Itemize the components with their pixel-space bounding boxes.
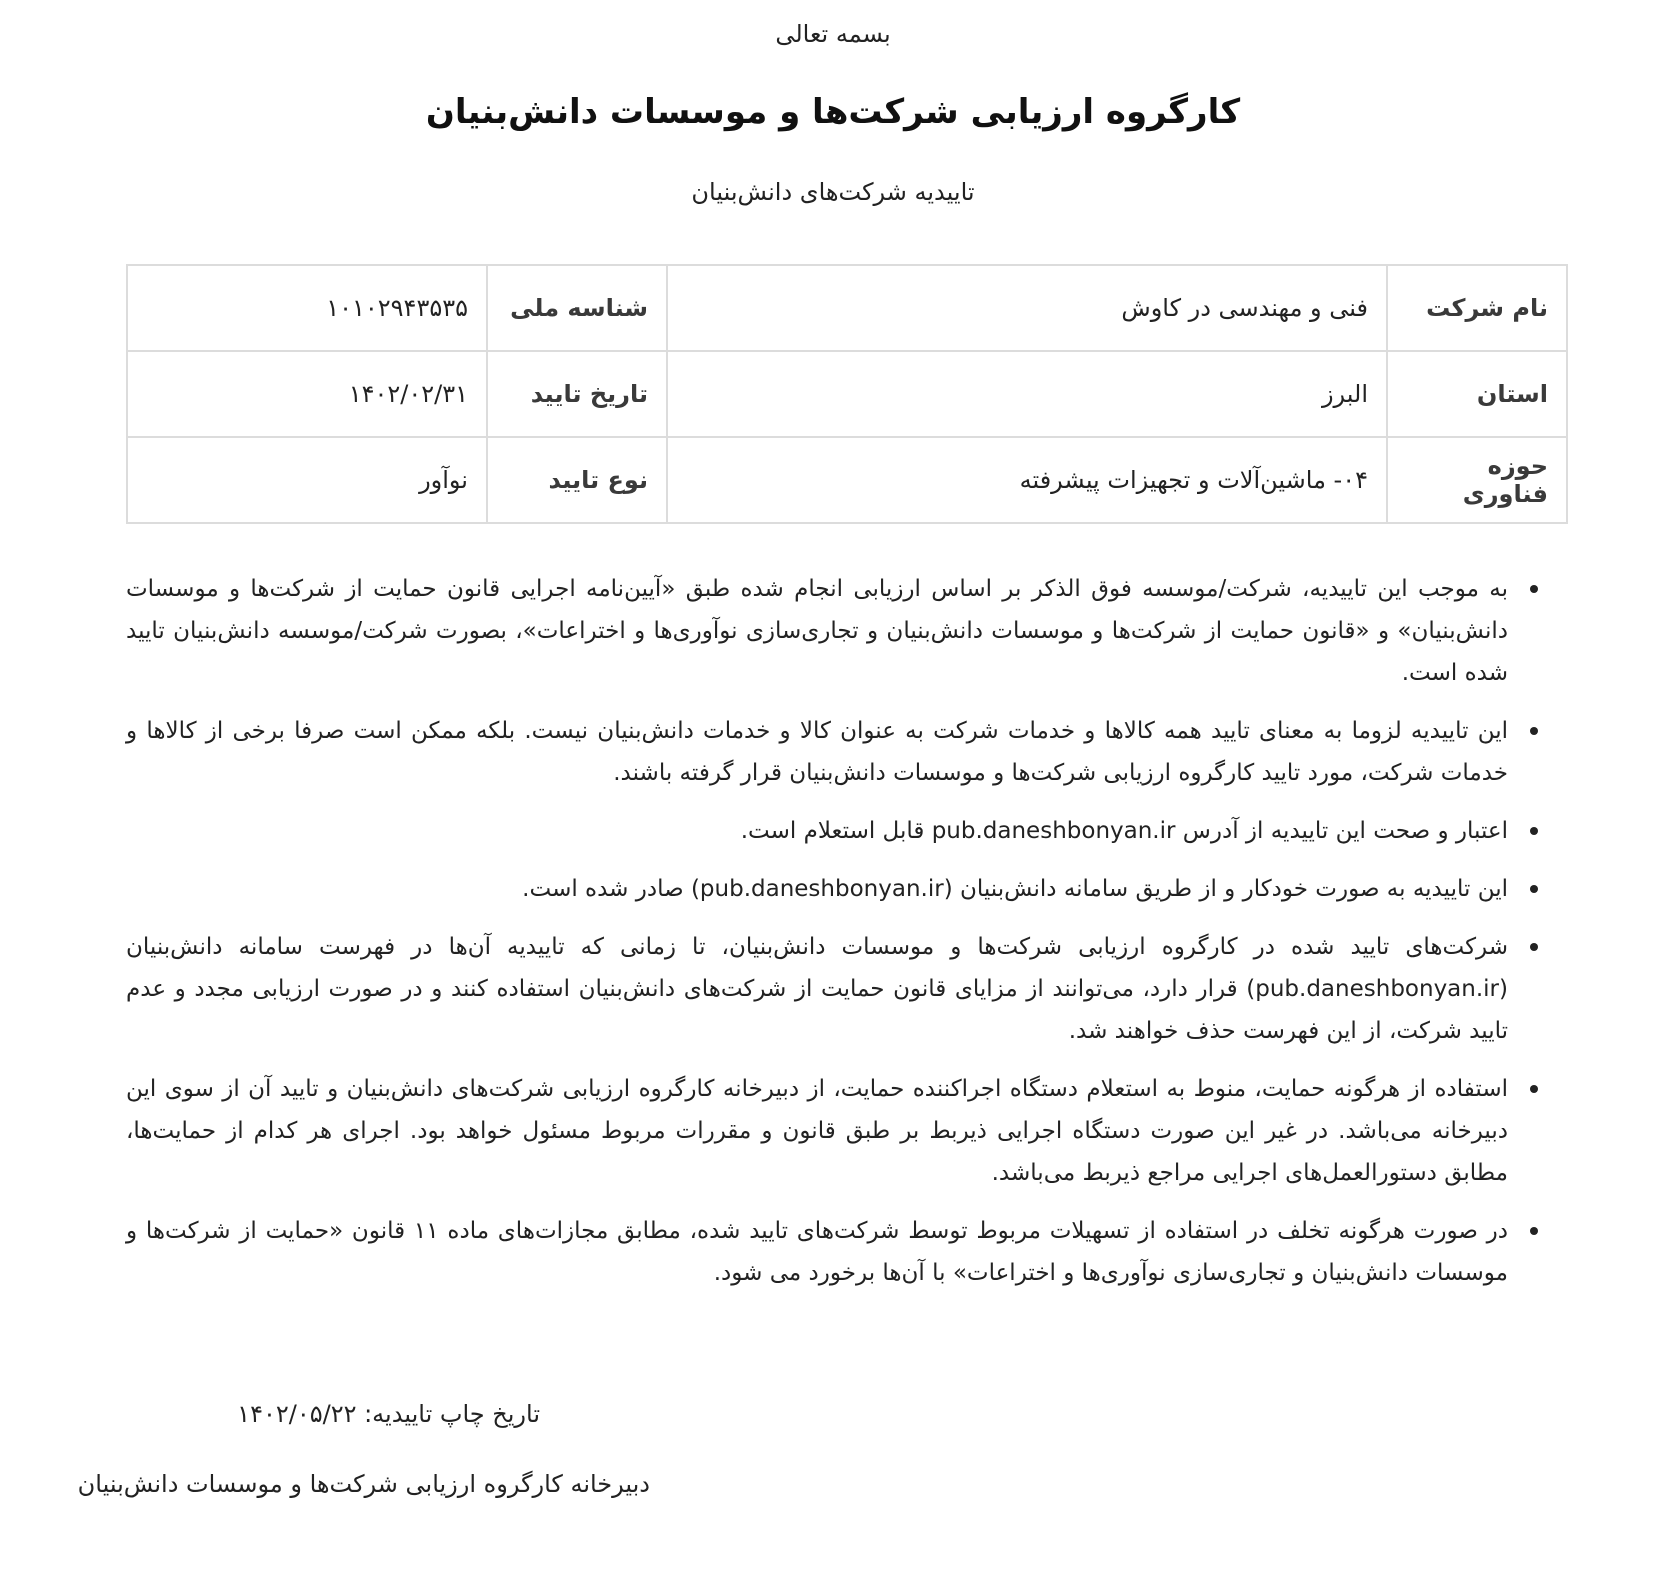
province-label: استان (1387, 351, 1567, 437)
technology-field-label: حوزه فناوری (1387, 437, 1567, 523)
approval-date-label: تاریخ تایید (487, 351, 667, 437)
table-row (127, 351, 1567, 437)
approval-date-value: ۱۴۰۲/۰۲/۳۱ (127, 351, 487, 437)
table-row (127, 265, 1567, 351)
note-text: این تاییدیه به صورت خودکار و از طریق سامانه دانش‌بنیان (pub.daneshbonyan.ir) صادر شده است. (522, 876, 1508, 902)
note-text: شرکت‌های تایید شده در کارگروه ارزیابی شرکت‌ها و موسسات دانش‌بنیان، تا زمانی که تاییدیه آن‌ها در فهرست سامانه دانش‌بنیان (pub.daneshbonyan.ir) قرار دارد، می‌توانند از مزایای قانون حمایت از شرکت‌های دانش‌بنیان استفاده کنند و در صورت ارزیابی مجدد و عدم تایید شرکت، از این فهرست حذف خواهند شد. (126, 934, 1508, 1044)
note-text: این تاییدیه لزوما به معنای تایید همه کالاها و خدمات شرکت به عنوان کالا و خدمات دانش‌بنیان نیست. بلکه ممکن است صرفا برخی از کالاها و خدمات شرکت، مورد تایید کارگروه ارزیابی شرکت‌ها و موسسات دانش‌بنیان قرار گرفته باشند. (126, 718, 1508, 786)
company-name-value: فنی و مهندسی در کاوش (667, 265, 1387, 351)
province-value: البرز (667, 351, 1387, 437)
list-item (126, 1068, 1538, 1194)
technology-field-value: ۰۴- ماشین‌آلات و تجهیزات پیشرفته (667, 437, 1387, 523)
note-text: اعتبار و صحت این تاییدیه از آدرس pub.daneshbonyan.ir قابل استعلام است. (740, 818, 1508, 844)
table-row (127, 437, 1567, 523)
list-item (126, 1210, 1538, 1294)
bullet-icon (1530, 943, 1538, 951)
company-info-table (126, 264, 1568, 524)
company-name-label: نام شرکت (1387, 265, 1567, 351)
basmala-heading: بسمه تعالی (775, 20, 891, 48)
list-item (126, 926, 1538, 1052)
bullet-icon (1530, 827, 1538, 835)
list-item (126, 568, 1538, 694)
bullet-icon (1530, 1085, 1538, 1093)
notes-list (126, 568, 1566, 1310)
list-item (126, 810, 1538, 852)
bullet-icon (1530, 885, 1538, 893)
national-id-value: ۱۰۱۰۲۹۴۳۵۳۵ (127, 265, 487, 351)
national-id-label: شناسه ملی (487, 265, 667, 351)
bullet-icon (1530, 585, 1538, 593)
approval-type-label: نوع تایید (487, 437, 667, 523)
list-item (126, 710, 1538, 794)
approval-type-value: نوآور (127, 437, 487, 523)
note-text: استفاده از هرگونه حمایت، منوط به استعلام دستگاه اجراکننده حمایت، از دبیرخانه کارگروه ارزیابی شرکت‌های دانش‌بنیان و تایید آن از سوی این دبیرخانه می‌باشد. در غیر این صورت دستگاه اجرایی ذیربط بر طبق قانون و مقررات مربوط مسئول خواهد بود. اجرای هر کدام از حمایت‌ها، مطابق دستورالعمل‌های اجرایی مراجع ذیربط می‌باشد. (126, 1076, 1508, 1186)
bullet-icon (1530, 727, 1538, 735)
page-subtitle: تاییدیه شرکت‌های دانش‌بنیان (691, 178, 975, 206)
print-date: تاریخ چاپ تاییدیه: ۱۴۰۲/۰۵/۲۲ (237, 1400, 540, 1428)
note-text: در صورت هرگونه تخلف در استفاده از تسهیلات مربوط توسط شرکت‌های تایید شده، مطابق مجازات‌های ماده ۱۱ قانون «حمایت از شرکت‌ها و موسسات دانش‌بنیان و تجاری‌سازی نوآوری‌ها و اختراعات» با آن‌ها برخورد می شود. (126, 1218, 1508, 1286)
list-item (126, 868, 1538, 910)
note-text: به موجب این تاییدیه، شرکت/موسسه فوق الذکر بر اساس ارزیابی انجام شده طبق «آیین‌نامه اجرایی قانون حمایت از شرکت‌ها و موسسات دانش‌بنیان» و «قانون حمایت از شرکت‌ها و موسسات دانش‌بنیان و تجاری‌سازی نوآوری‌ها و اختراعات»، بصورت شرکت/موسسه دانش‌بنیان تایید شده است. (126, 576, 1508, 686)
bullet-icon (1530, 1227, 1538, 1235)
page-title: کارگروه ارزیابی شرکت‌ها و موسسات دانش‌بنیان (425, 92, 1241, 132)
secretariat-signature: دبیرخانه کارگروه ارزیابی شرکت‌ها و موسسات دانش‌بنیان (77, 1470, 650, 1498)
